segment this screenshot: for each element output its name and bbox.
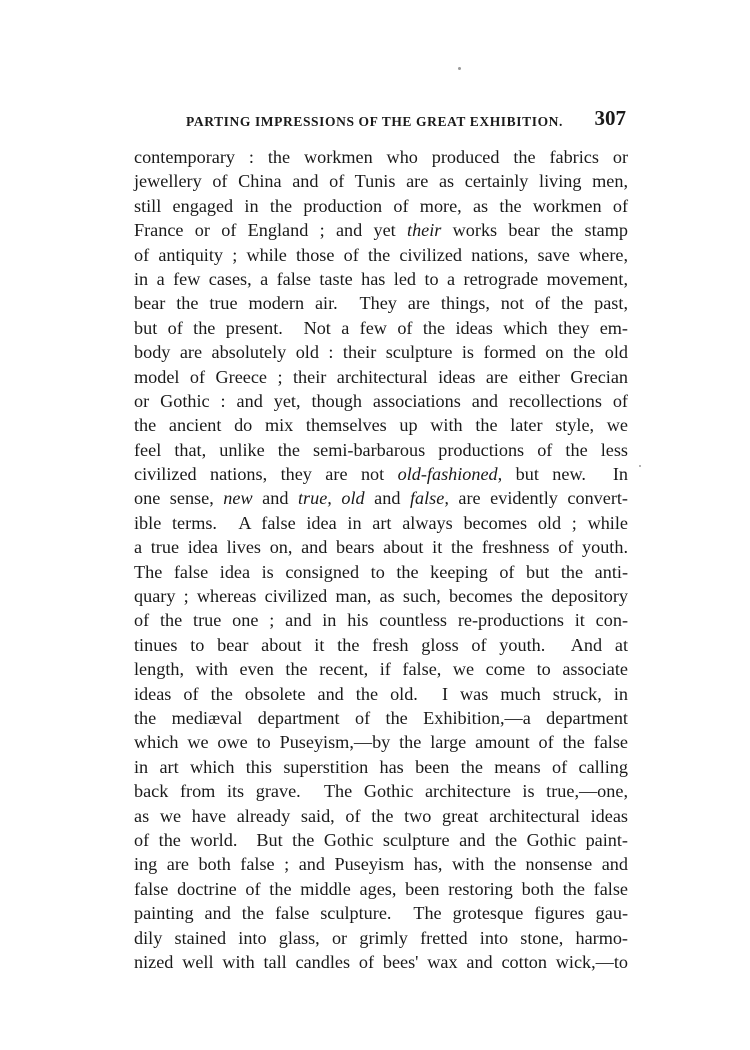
text-line: tinues to bear about it the fresh gloss of youth. And at <box>134 634 628 655</box>
text-line: model of Greece ; their architectural ideas are either Grecian <box>134 366 628 387</box>
body-text <box>134 145 628 974</box>
text-line: contemporary : the workmen who produced the fabrics or <box>134 147 628 167</box>
text-line: of antiquity ; while those of the civilized nations, save where, <box>134 244 628 265</box>
text-line: length, with even the recent, if false, we come to associate <box>134 659 628 680</box>
text-line: ing are both false ; and Puseyism has, with the nonsense and <box>134 854 628 875</box>
text-line: feel that, unlike the semi-barbarous productions of the less <box>134 439 628 460</box>
text-line: painting and the false sculpture. The grotesque figures gau- <box>134 903 628 924</box>
text-line: in art which this superstition has been the means of calling <box>134 756 628 777</box>
text-line: jewellery of China and of Tunis are as certainly living men, <box>134 171 628 192</box>
text-line: the mediæval department of the Exhibition,—a department <box>134 707 628 728</box>
text-line: or Gothic : and yet, though associations and recollections of <box>134 390 628 411</box>
text-line: body are absolutely old : their sculpture is formed on the old <box>134 342 628 363</box>
text-line: ideas of the obsolete and the old. I was much struck, in <box>134 683 628 704</box>
print-speck <box>458 67 461 70</box>
text-line: civilized nations, they are not old-fashioned, but new. In <box>134 464 628 485</box>
print-speck <box>639 465 641 467</box>
text-line: France or of England ; and yet their works bear the stamp <box>134 220 628 241</box>
text-line: dily stained into glass, or grimly fretted into stone, harmo- <box>134 927 628 948</box>
text-line: nized well with tall candles of bees' wax and cotton wick,—to <box>134 951 628 972</box>
page-number: 307 <box>594 106 626 130</box>
text-line: but of the present. Not a few of the ideas which they em- <box>134 317 628 338</box>
text-line: of the true one ; and in his countless re-productions it con- <box>134 610 628 631</box>
text-line: which we owe to Puseyism,—by the large amount of the false <box>134 732 628 753</box>
text-line: one sense, new and true, old and false, are evidently convert- <box>134 488 628 509</box>
page-header <box>186 106 626 136</box>
text-line: still engaged in the production of more, as the workmen of <box>134 195 628 216</box>
text-line: a true idea lives on, and bears about it the freshness of youth. <box>134 537 628 558</box>
text-line: ible terms. A false idea in art always becomes old ; while <box>134 512 628 533</box>
text-line: bear the true modern air. They are things, not of the past, <box>134 293 628 314</box>
text-line: in a few cases, a false taste has led to a retrograde movement, <box>134 268 628 289</box>
text-line: back from its grave. The Gothic architecture is true,—one, <box>134 781 628 802</box>
text-line: as we have already said, of the two great architectural ideas <box>134 805 628 826</box>
text-line: quary ; whereas civilized man, as such, becomes the depository <box>134 586 628 607</box>
running-head: PARTING IMPRESSIONS OF THE GREAT EXHIBITION. <box>186 114 563 129</box>
text-line: the ancient do mix themselves up with the later style, we <box>134 415 628 436</box>
text-line: false doctrine of the middle ages, been restoring both the false <box>134 878 628 899</box>
text-line: of the world. But the Gothic sculpture and the Gothic paint- <box>134 829 628 850</box>
text-line: The false idea is consigned to the keeping of but the anti- <box>134 561 628 582</box>
